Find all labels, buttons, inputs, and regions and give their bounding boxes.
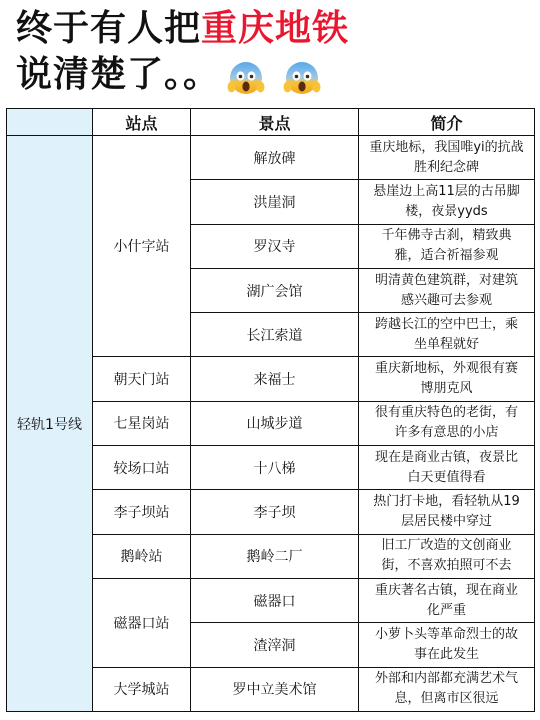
title-line-2: [16, 52, 526, 99]
desc-cell: 明清黄色建筑群，对建筑感兴趣可去参观: [359, 268, 535, 312]
scream-emoji-icon: [282, 57, 322, 97]
table-row: [7, 136, 535, 180]
scream-emoji-icon: [226, 57, 266, 97]
emoji-group: [226, 53, 324, 99]
header-corner: [7, 109, 93, 136]
station-cell: 较场口站: [93, 446, 191, 490]
spot-cell: 鹅岭二厂: [191, 534, 359, 578]
desc-cell: 旧工厂改造的文创商业街，不喜欢拍照可不去: [359, 534, 535, 578]
station-cell: 七星岗站: [93, 401, 191, 445]
spot-cell: 解放碑: [191, 136, 359, 180]
metro-table: [6, 108, 535, 712]
spot-cell: 磁器口: [191, 578, 359, 622]
desc-cell: 热门打卡地，看轻轨从19层居民楼中穿过: [359, 490, 535, 534]
desc-cell: 悬崖边上高11层的古吊脚楼，夜景yyds: [359, 180, 535, 224]
station-cell: 小什字站: [93, 136, 191, 357]
page-header: [16, 6, 526, 102]
station-cell: 鹅岭站: [93, 534, 191, 578]
title-prefix: 终于有人把: [16, 8, 202, 49]
desc-cell: 外部和内部都充满艺术气息，但离市区很远: [359, 667, 535, 711]
spot-cell: 山城步道: [191, 401, 359, 445]
spot-cell: 罗汉寺: [191, 224, 359, 268]
header-station: 站点: [93, 109, 191, 136]
desc-cell: 重庆地标，我国唯yi的抗战胜利纪念碑: [359, 136, 535, 180]
title-accent: 重庆地铁: [201, 8, 350, 49]
desc-cell: 重庆著名古镇，现在商业化严重: [359, 578, 535, 622]
title-line-1: [16, 6, 526, 52]
metro-table-wrap: [6, 108, 534, 712]
station-cell: 大学城站: [93, 667, 191, 711]
spot-cell: 洪崖洞: [191, 180, 359, 224]
desc-cell: 现在是商业古镇，夜景比白天更值得看: [359, 446, 535, 490]
title-suffix: 说清楚了。。: [16, 54, 221, 95]
header-spot: 景点: [191, 109, 359, 136]
spot-cell: 来福士: [191, 357, 359, 401]
station-cell: 磁器口站: [93, 578, 191, 667]
station-cell: 李子坝站: [93, 490, 191, 534]
spot-cell: 十八梯: [191, 446, 359, 490]
desc-cell: 千年佛寺古刹，精致典雅，适合祈福参观: [359, 224, 535, 268]
desc-cell: 重庆新地标，外观很有赛博朋克风: [359, 357, 535, 401]
spot-cell: 渣滓洞: [191, 623, 359, 667]
spot-cell: 李子坝: [191, 490, 359, 534]
desc-cell: 小萝卜头等革命烈士的故事在此发生: [359, 623, 535, 667]
line-name-cell: 轻轨1号线: [7, 136, 93, 712]
header-desc: 简介: [359, 109, 535, 136]
desc-cell: 很有重庆特色的老街，有许多有意思的小店: [359, 401, 535, 445]
spot-cell: 长江索道: [191, 313, 359, 357]
station-cell: 朝天门站: [93, 357, 191, 401]
table-body: [7, 136, 535, 712]
table-header-row: [7, 109, 535, 136]
desc-cell: 跨越长江的空中巴士，乘坐单程就好: [359, 313, 535, 357]
spot-cell: 湖广会馆: [191, 268, 359, 312]
spot-cell: 罗中立美术馆: [191, 667, 359, 711]
